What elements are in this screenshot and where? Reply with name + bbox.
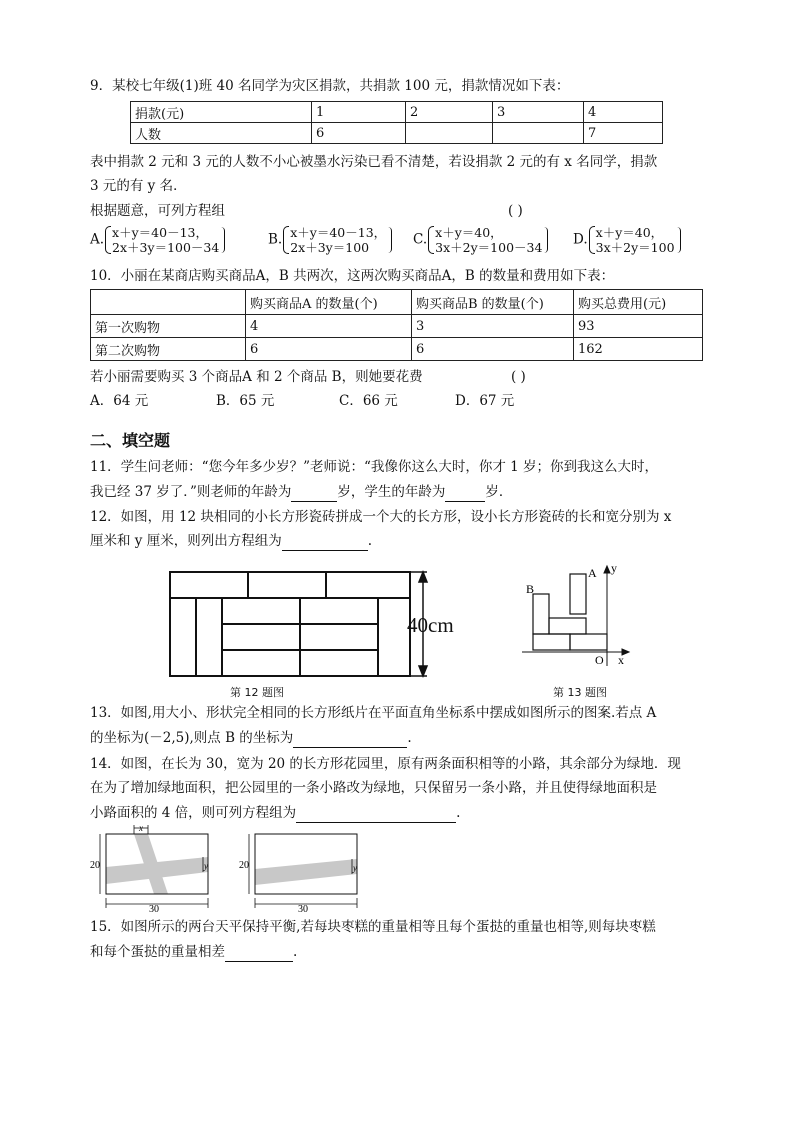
- option-label: B.: [268, 231, 283, 248]
- table-cell: 6: [312, 123, 406, 144]
- table-row: [91, 338, 703, 361]
- option-label: D.: [573, 231, 588, 248]
- section-title: 二、填空题: [90, 431, 171, 450]
- table-cell: 1: [312, 102, 406, 123]
- table-cell: 3: [493, 102, 584, 123]
- q10-option-a[interactable]: A．64 元: [90, 393, 149, 409]
- table-header: 购买商品A 的数量(个): [246, 290, 412, 315]
- table-cell: 93: [574, 315, 703, 338]
- q9-answer-paren: ( ): [508, 203, 523, 219]
- table-cell: 人数: [131, 123, 312, 144]
- q10-option-d[interactable]: D．67 元: [455, 393, 515, 409]
- q9-text3: 3 元的有 y 名．: [90, 178, 187, 194]
- fig12-dimension-label: 40cm: [407, 613, 454, 637]
- q10-option-c[interactable]: C．66 元: [339, 393, 398, 409]
- table-cell: 4: [584, 102, 663, 123]
- q9-text4: 根据题意，可列方程组: [90, 203, 225, 219]
- answer-blank[interactable]: [296, 808, 456, 823]
- table-cell: 6: [246, 338, 412, 361]
- q9-table: [130, 101, 663, 144]
- text: 和每个蛋挞的重量相差: [90, 944, 225, 960]
- fig14-garden-two-paths: [86, 822, 216, 914]
- equation-system: [427, 225, 548, 255]
- equation-system: [588, 225, 681, 255]
- label-y: y: [353, 863, 357, 873]
- q13-line1: 13．如图,用大小、形状完全相同的长方形纸片在平面直角坐标系中摆成如图所示的图案.若点 A: [90, 705, 657, 721]
- answer-blank[interactable]: [225, 947, 293, 962]
- q9-stem: 9．某校七年级(1)班 40 名同学为灾区捐款，共捐款 100 元，捐款情况如下表：: [90, 78, 570, 94]
- table-row: [91, 315, 703, 338]
- table-cell: [91, 290, 246, 315]
- q10-answer-paren: ( ): [511, 369, 526, 385]
- table-header: 购买总费用(元): [574, 290, 703, 315]
- table-row: [131, 102, 663, 123]
- equation: 2x＋3y＝100: [290, 240, 370, 255]
- answer-blank[interactable]: [293, 733, 407, 748]
- label-b: B: [526, 582, 535, 596]
- table-cell: 第一次购物: [91, 315, 246, 338]
- text: 小路面积的 4 倍，则可列方程组为: [90, 805, 297, 821]
- table-cell: [406, 123, 493, 144]
- equation: 3x＋2y＝100－34: [435, 240, 543, 255]
- table-row: [91, 290, 703, 315]
- equation: x＋y＝40，: [595, 225, 664, 240]
- q9-option-d[interactable]: [573, 225, 681, 255]
- label-y: y: [204, 861, 208, 871]
- q14-line2: 在为了增加绿地面积，把公园里的一条小路改为绿地，只保留另一条小路，并且使得绿地面积是: [90, 780, 657, 796]
- label-a: A: [588, 566, 597, 580]
- q12-line2: [90, 531, 372, 551]
- option-label: C.: [413, 231, 428, 248]
- fig12-caption: 第 12 题图: [230, 686, 284, 699]
- table-row: [131, 123, 663, 144]
- equation-system: [282, 225, 392, 255]
- q9-option-c[interactable]: [413, 225, 548, 255]
- text: 我已经 37 岁了．”则老师的年龄为: [90, 484, 292, 500]
- text: 岁．: [485, 484, 513, 500]
- label-height: 20: [90, 860, 100, 871]
- answer-blank[interactable]: [291, 487, 337, 502]
- label-origin: O: [595, 653, 604, 667]
- fig13-caption: 第 13 题图: [553, 686, 607, 699]
- answer-blank[interactable]: [282, 536, 368, 551]
- label-x-axis: x: [618, 653, 624, 667]
- fig13-coordinate-diagram: [518, 560, 633, 670]
- q10-option-b[interactable]: B．65 元: [216, 393, 275, 409]
- q9-text2: 表中捐款 2 元和 3 元的人数不小心被墨水污染已看不清楚，若设捐款 2 元的有 x 名同学，捐款: [90, 154, 658, 170]
- text: .: [456, 805, 461, 821]
- table-header: 购买商品B 的数量(个): [412, 290, 574, 315]
- table-cell: 162: [574, 338, 703, 361]
- text: .: [367, 533, 373, 549]
- label-width: 30: [298, 904, 308, 914]
- equation: x＋y＝40－13，: [112, 225, 208, 240]
- text: 厘米和 y 厘米，则列出方程组为: [90, 533, 282, 549]
- q11-line1: 11．学生问老师：“您今年多少岁？”老师说：“我像你这么大时，你才 1 岁；你到我这么大时，: [90, 459, 659, 475]
- equation-system: [104, 225, 225, 255]
- equation: x＋y＝40，: [435, 225, 503, 240]
- fig12-tile-diagram: [165, 565, 475, 685]
- q9-option-a[interactable]: [90, 225, 225, 255]
- q10-stem: 10．小丽在某商店购买商品A，B 共两次，这两次购买商品A，B 的数量和费用如下表：: [90, 268, 615, 284]
- text: .: [407, 730, 412, 746]
- text: 的坐标为(－2,5),则点 B 的坐标为: [90, 730, 294, 746]
- label-height: 20: [239, 860, 249, 871]
- equation: 3x＋2y＝100: [595, 240, 675, 255]
- q15-line1: 15．如图所示的两台天平保持平衡,若每块枣糕的重量相等且每个蛋挞的重量也相等,则每块枣糕: [90, 919, 656, 935]
- table-cell: 第二次购物: [91, 338, 246, 361]
- q10-table: [90, 289, 703, 361]
- table-cell: 4: [246, 315, 412, 338]
- answer-blank[interactable]: [445, 487, 485, 502]
- q15-line2: [90, 942, 297, 962]
- table-cell: 6: [412, 338, 574, 361]
- q10-question: 若小丽需要购买 3 个商品A 和 2 个商品 B，则她要花费: [90, 369, 423, 385]
- q14-line3: [90, 803, 460, 823]
- equation: x＋y＝40－13，: [290, 225, 387, 240]
- table-cell: 2: [406, 102, 493, 123]
- label-y-axis: y: [611, 561, 617, 575]
- fig14-garden-one-path: [235, 822, 365, 914]
- table-cell: 7: [584, 123, 663, 144]
- q14-line1: 14．如图，在长为 30，宽为 20 的长方形花园里，原有两条面积相等的小路，其余部分为绿地．现: [90, 756, 681, 772]
- label-x: x: [139, 823, 143, 833]
- table-cell: [493, 123, 584, 144]
- q9-option-b[interactable]: [268, 225, 392, 255]
- table-cell: 3: [412, 315, 574, 338]
- q13-line2: [90, 728, 412, 748]
- q11-line2: [90, 482, 512, 502]
- text: 岁，学生的年龄为: [337, 484, 446, 500]
- text: .: [293, 944, 298, 960]
- equation: 2x＋3y＝100－34: [112, 240, 220, 255]
- table-cell: 捐款(元): [131, 102, 312, 123]
- q12-line1: 12．如图，用 12 块相同的小长方形瓷砖拼成一个大的长方形，设小长方形瓷砖的长和宽分别为 x: [90, 509, 672, 525]
- label-width: 30: [149, 904, 159, 914]
- option-label: A.: [90, 231, 105, 248]
